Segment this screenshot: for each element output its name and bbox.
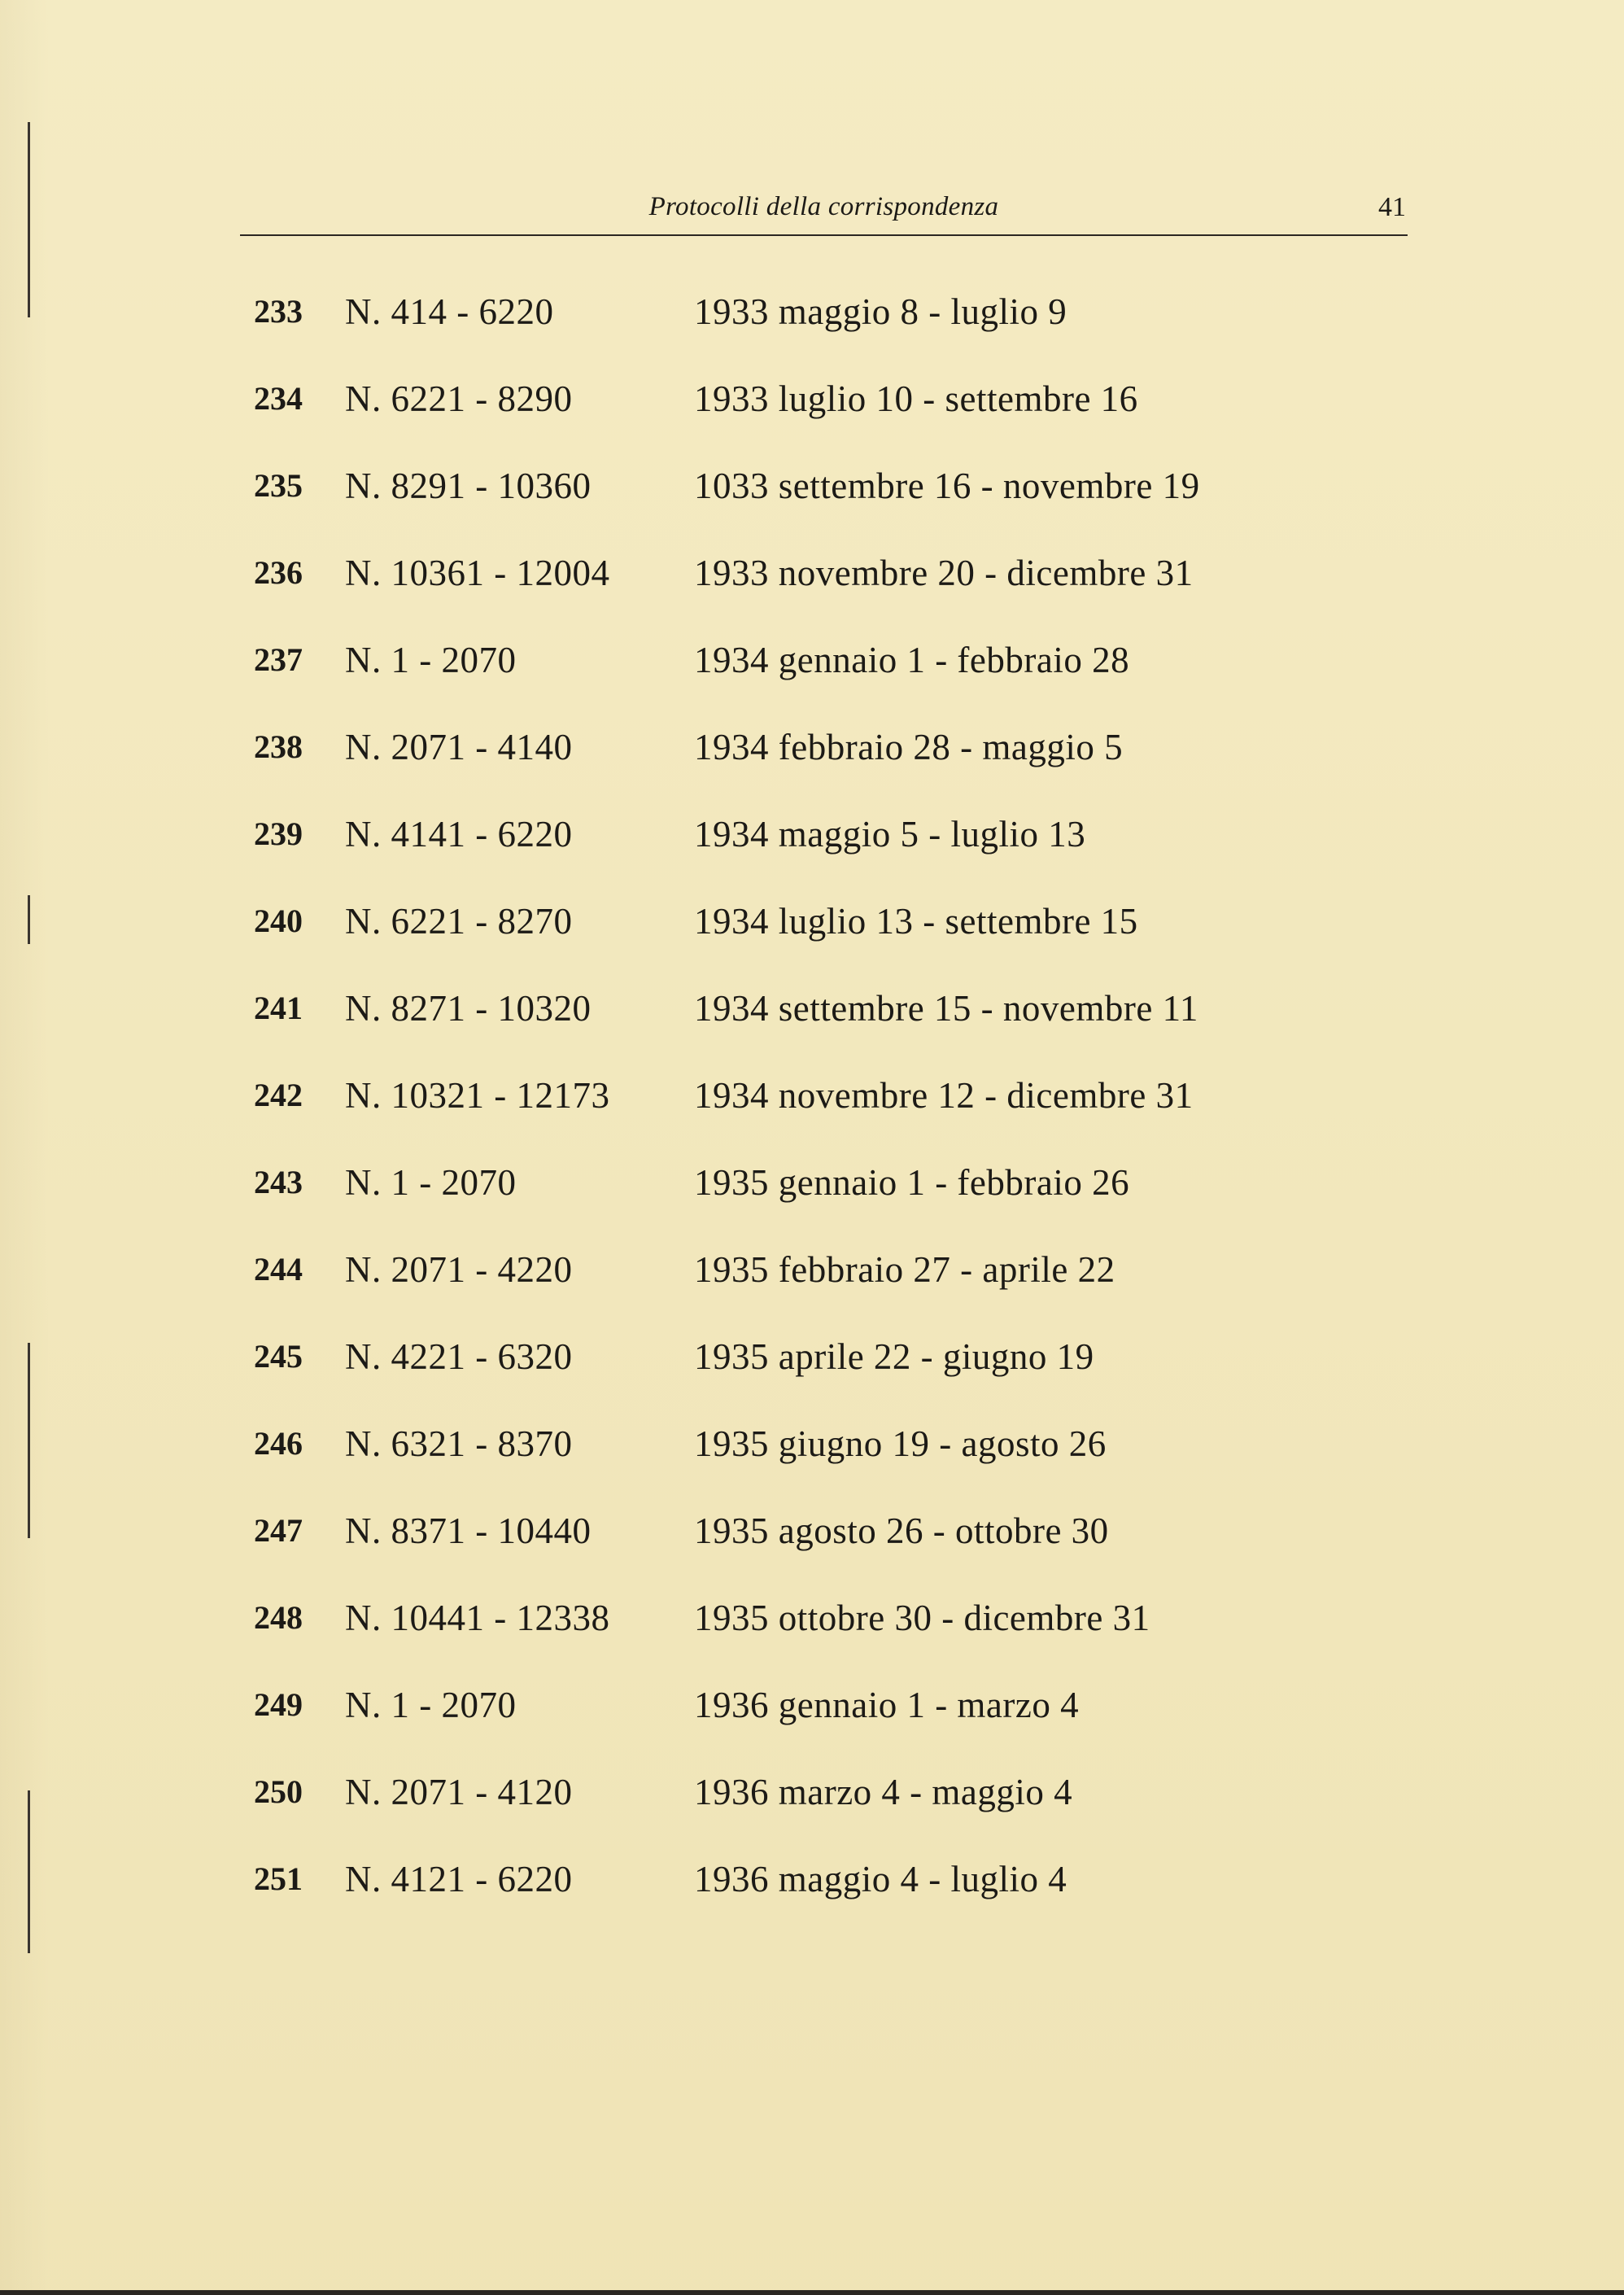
entry-protocol-range: N. 6321 - 8370 xyxy=(345,1423,573,1464)
register-entry xyxy=(0,896,1624,983)
entry-number: 250 xyxy=(254,1773,303,1810)
register-entry xyxy=(0,1419,1624,1506)
entry-protocol-range: N. 414 - 6220 xyxy=(345,291,554,332)
entry-number: 233 xyxy=(254,293,303,330)
entry-number: 242 xyxy=(254,1077,303,1113)
entry-date-range: 1934 gennaio 1 - febbraio 28 xyxy=(694,640,1130,680)
entry-protocol-range: N. 4221 - 6320 xyxy=(345,1336,573,1377)
entry-date-range: 1935 agosto 26 - ottobre 30 xyxy=(694,1510,1109,1551)
page-bottom-edge xyxy=(0,2290,1624,2295)
entry-protocol-range: N. 10361 - 12004 xyxy=(345,553,610,593)
entry-date-range: 1936 maggio 4 - luglio 4 xyxy=(694,1859,1067,1899)
entry-date-range: 1934 maggio 5 - luglio 13 xyxy=(694,814,1086,855)
register-entry xyxy=(0,722,1624,809)
entry-number: 240 xyxy=(254,903,303,939)
entry-number: 236 xyxy=(254,554,303,591)
register-entry xyxy=(0,1593,1624,1680)
running-header xyxy=(240,192,1408,238)
entry-date-range: 1935 aprile 22 - giugno 19 xyxy=(694,1336,1094,1377)
register-entry xyxy=(0,1854,1624,1941)
entry-number: 238 xyxy=(254,728,303,765)
register-entry xyxy=(0,1506,1624,1593)
entry-protocol-range: N. 1 - 2070 xyxy=(345,1685,517,1725)
entry-date-range: 1933 novembre 20 - dicembre 31 xyxy=(694,553,1194,593)
register-entry xyxy=(0,1244,1624,1331)
entry-date-range: 1936 gennaio 1 - marzo 4 xyxy=(694,1685,1080,1725)
entry-number: 247 xyxy=(254,1512,303,1549)
entry-number: 248 xyxy=(254,1599,303,1636)
entry-number: 245 xyxy=(254,1338,303,1375)
entry-number: 244 xyxy=(254,1251,303,1287)
entry-date-range: 1033 settembre 16 - novembre 19 xyxy=(694,466,1200,506)
register-entry xyxy=(0,1070,1624,1157)
register-entry xyxy=(0,286,1624,374)
register-list xyxy=(0,286,1624,1941)
register-entry xyxy=(0,374,1624,461)
entry-date-range: 1934 novembre 12 - dicembre 31 xyxy=(694,1075,1194,1116)
register-entry xyxy=(0,1157,1624,1244)
register-entry xyxy=(0,809,1624,896)
entry-protocol-range: N. 6221 - 8290 xyxy=(345,378,573,419)
page-number: 41 xyxy=(1378,192,1406,222)
entry-date-range: 1934 luglio 13 - settembre 15 xyxy=(694,901,1138,942)
entry-date-range: 1935 febbraio 27 - aprile 22 xyxy=(694,1249,1115,1290)
entry-protocol-range: N. 8371 - 10440 xyxy=(345,1510,592,1551)
register-entry xyxy=(0,461,1624,548)
entry-number: 251 xyxy=(254,1860,303,1897)
entry-protocol-range: N. 1 - 2070 xyxy=(345,1162,517,1203)
entry-protocol-range: N. 2071 - 4140 xyxy=(345,727,573,767)
entry-date-range: 1934 settembre 15 - novembre 11 xyxy=(694,988,1198,1029)
entry-protocol-range: N. 1 - 2070 xyxy=(345,640,517,680)
entry-number: 246 xyxy=(254,1425,303,1462)
entry-protocol-range: N. 10441 - 12338 xyxy=(345,1598,610,1638)
entry-number: 241 xyxy=(254,990,303,1026)
register-entry xyxy=(0,983,1624,1070)
register-entry xyxy=(0,548,1624,635)
entry-protocol-range: N. 6221 - 8270 xyxy=(345,901,573,942)
entry-date-range: 1935 gennaio 1 - febbraio 26 xyxy=(694,1162,1130,1203)
entry-date-range: 1935 giugno 19 - agosto 26 xyxy=(694,1423,1107,1464)
entry-date-range: 1935 ottobre 30 - dicembre 31 xyxy=(694,1598,1150,1638)
register-entry xyxy=(0,1767,1624,1854)
entry-date-range: 1933 maggio 8 - luglio 9 xyxy=(694,291,1067,332)
entry-protocol-range: N. 8291 - 10360 xyxy=(345,466,592,506)
register-entry xyxy=(0,635,1624,722)
entry-number: 239 xyxy=(254,815,303,852)
entry-number: 243 xyxy=(254,1164,303,1200)
entry-protocol-range: N. 2071 - 4120 xyxy=(345,1772,573,1812)
entry-protocol-range: N. 4121 - 6220 xyxy=(345,1859,573,1899)
header-rule xyxy=(240,234,1408,236)
entry-protocol-range: N. 4141 - 6220 xyxy=(345,814,573,855)
entry-protocol-range: N. 8271 - 10320 xyxy=(345,988,592,1029)
entry-number: 249 xyxy=(254,1686,303,1723)
entry-number: 237 xyxy=(254,641,303,678)
entry-number: 234 xyxy=(254,380,303,417)
entry-protocol-range: N. 10321 - 12173 xyxy=(345,1075,610,1116)
entry-date-range: 1936 marzo 4 - maggio 4 xyxy=(694,1772,1073,1812)
entry-date-range: 1933 luglio 10 - settembre 16 xyxy=(694,378,1138,419)
running-header-title: Protocolli della corrispondenza xyxy=(648,192,999,221)
entry-protocol-range: N. 2071 - 4220 xyxy=(345,1249,573,1290)
entry-date-range: 1934 febbraio 28 - maggio 5 xyxy=(694,727,1124,767)
register-entry xyxy=(0,1680,1624,1767)
register-entry xyxy=(0,1331,1624,1419)
entry-number: 235 xyxy=(254,467,303,504)
